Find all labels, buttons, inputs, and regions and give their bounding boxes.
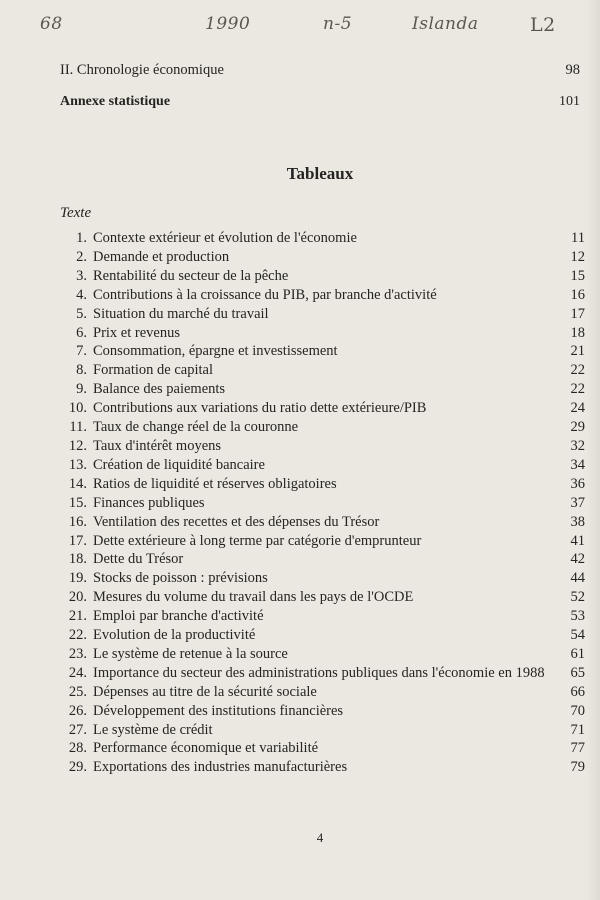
table-entry-number: 14.: [68, 475, 87, 492]
table-entry-page: 42: [570, 551, 585, 568]
tables-list: [60, 229, 585, 777]
table-entry-number: 25.: [68, 683, 87, 700]
handwritten-note: 1990: [205, 14, 251, 34]
table-entry-number: 7.: [76, 343, 87, 360]
table-entry-page: 34: [570, 456, 585, 473]
table-entry-page: 44: [570, 570, 585, 587]
table-entry-page: 61: [570, 645, 585, 662]
table-entry-number: 10.: [68, 400, 87, 417]
table-entry-number: 19.: [68, 570, 87, 587]
table-entry-page: 18: [570, 324, 585, 341]
table-entry-title: Formation de capital: [93, 362, 213, 379]
table-entry: [60, 399, 585, 418]
table-entry-title: Situation du marché du travail: [93, 305, 269, 322]
table-entry-title: Le système de retenue à la source: [93, 645, 288, 662]
table-entry-page: 38: [570, 513, 585, 530]
table-entry: [60, 456, 585, 475]
table-entry-page: 36: [570, 475, 585, 492]
table-entry: [60, 229, 585, 248]
table-entry-title: Balance des paiements: [93, 381, 226, 398]
table-entry-page: 41: [570, 532, 585, 549]
table-entry-number: 6.: [76, 324, 87, 341]
table-entry: [60, 739, 585, 758]
toc-entry-label: Annexe statistique: [60, 94, 171, 109]
handwritten-note: 68: [40, 14, 63, 34]
page-number: 4: [316, 830, 324, 845]
table-entry-page: 37: [570, 494, 585, 511]
toc-entry-annexe: [60, 94, 580, 110]
table-entry-title: Taux d'intérêt moyens: [93, 437, 222, 454]
table-entry-page: 52: [570, 589, 585, 606]
table-entry-page: 21: [570, 343, 585, 360]
table-entry-number: 20.: [68, 589, 87, 606]
table-entry-title: Contributions à la croissance du PIB, par branche d'activité: [93, 286, 437, 303]
table-entry: [60, 645, 585, 664]
table-entry-page: 12: [570, 248, 585, 265]
table-entry-number: 3.: [76, 267, 87, 284]
table-entry-title: Prix et revenus: [93, 324, 180, 341]
table-entry-number: 17.: [68, 532, 87, 549]
handwritten-note: L2: [530, 14, 556, 36]
table-entry: [60, 569, 585, 588]
subsection-heading: Texte: [60, 205, 92, 221]
toc-entry-page: 101: [559, 94, 580, 109]
table-entry: [60, 513, 585, 532]
table-entry-title: Stocks de poisson : prévisions: [93, 570, 268, 587]
table-entry-number: 9.: [76, 381, 87, 398]
table-entry-number: 4.: [76, 286, 87, 303]
table-entry-title: Développement des institutions financières: [93, 702, 344, 719]
table-entry: [60, 305, 585, 324]
toc-entry-label: II. Chronologie économique: [60, 62, 224, 78]
table-entry-page: 53: [570, 608, 585, 625]
table-entry-number: 16.: [68, 513, 87, 530]
table-entry-title: Importance du secteur des administrations publiques dans l'économie en 1988: [93, 664, 545, 681]
table-entry-number: 26.: [68, 702, 87, 719]
table-entry-page: 77: [570, 740, 585, 757]
handwritten-note: n-5: [323, 14, 353, 34]
table-entry-page: 16: [570, 286, 585, 303]
table-entry-title: Evolution de la productivité: [93, 627, 256, 644]
page-edge-shadow: [586, 0, 600, 900]
toc-entry-page: 98: [565, 62, 580, 78]
table-entry-page: 15: [570, 267, 585, 284]
table-entry-title: Ratios de liquidité et réserves obligatoires: [93, 475, 337, 492]
table-entry-title: Mesures du volume du travail dans les pays de l'OCDE: [93, 589, 414, 606]
table-entry-number: 24.: [68, 664, 87, 681]
table-entry-title: Rentabilité du secteur de la pêche: [93, 267, 289, 284]
table-entry-number: 18.: [68, 551, 87, 568]
table-entry-title: Contributions aux variations du ratio dette extérieure/PIB: [93, 400, 427, 417]
table-entry: [60, 683, 585, 702]
table-entry-page: 22: [570, 362, 585, 379]
table-entry-number: 29.: [68, 759, 87, 776]
table-entry-number: 28.: [68, 740, 87, 757]
table-entry: [60, 588, 585, 607]
table-entry-title: Finances publiques: [93, 494, 205, 511]
table-entry-title: Consommation, épargne et investissement: [93, 343, 338, 360]
table-entry-number: 12.: [68, 437, 87, 454]
table-entry-page: 65: [570, 664, 585, 681]
table-entry: [60, 380, 585, 399]
table-entry-number: 22.: [68, 627, 87, 644]
table-entry-page: 79: [570, 759, 585, 776]
table-entry: [60, 758, 585, 777]
section-heading: Tableaux: [286, 164, 354, 183]
table-entry-page: 24: [570, 400, 585, 417]
table-entry-title: Taux de change réel de la couronne: [93, 419, 299, 436]
table-entry-title: Emploi par branche d'activité: [93, 608, 264, 625]
table-entry-number: 1.: [76, 230, 87, 246]
table-entry-title: Demande et production: [93, 248, 230, 265]
table-entry: [60, 286, 585, 305]
table-entry: [60, 267, 585, 286]
table-entry-page: 70: [570, 702, 585, 719]
table-entry: [60, 532, 585, 551]
table-entry: [60, 721, 585, 740]
table-entry-title: Le système de crédit: [93, 721, 213, 738]
table-entry-title: Exportations des industries manufacturières: [93, 759, 348, 776]
table-entry-number: 13.: [68, 456, 87, 473]
table-entry: [60, 626, 585, 645]
table-entry-page: 32: [570, 437, 585, 454]
table-entry-title: Ventilation des recettes et des dépenses du Trésor: [93, 513, 380, 530]
table-entry-number: 8.: [76, 362, 87, 379]
table-entry-title: Dette extérieure à long terme par catégorie d'emprunteur: [93, 532, 422, 549]
table-entry-number: 5.: [76, 305, 87, 322]
table-entry-title: Dette du Trésor: [93, 551, 184, 568]
table-entry: [60, 342, 585, 361]
table-entry: [60, 324, 585, 343]
table-entry-page: 54: [570, 627, 585, 644]
table-entry-number: 21.: [68, 608, 87, 625]
table-entry: [60, 418, 585, 437]
table-entry: [60, 494, 585, 513]
table-entry-page: 71: [570, 721, 585, 738]
table-entry-title: Contexte extérieur et évolution de l'économie: [93, 230, 357, 246]
table-entry: [60, 248, 585, 267]
table-entry: [60, 664, 585, 683]
table-entry: [60, 361, 585, 380]
table-entry-page: 11: [571, 230, 585, 246]
table-entry-title: Création de liquidité bancaire: [93, 456, 265, 473]
table-entry-page: 22: [570, 381, 585, 398]
table-entry: [60, 550, 585, 569]
table-entry-number: 23.: [68, 645, 87, 662]
table-entry-number: 11.: [69, 419, 87, 436]
handwritten-note: Islanda: [412, 14, 479, 34]
table-entry-title: Dépenses au titre de la sécurité sociale: [93, 683, 317, 700]
table-entry: [60, 607, 585, 626]
table-entry: [60, 475, 585, 494]
table-entry: [60, 702, 585, 721]
table-entry-number: 27.: [68, 721, 87, 738]
table-entry-page: 29: [570, 419, 585, 436]
table-entry-page: 66: [570, 683, 585, 700]
toc-entry-chronologie: [60, 62, 580, 79]
table-entry-page: 17: [570, 305, 585, 322]
table-entry: [60, 437, 585, 456]
table-entry-number: 15.: [68, 494, 87, 511]
table-entry-title: Performance économique et variabilité: [93, 740, 319, 757]
table-entry-number: 2.: [76, 248, 87, 265]
